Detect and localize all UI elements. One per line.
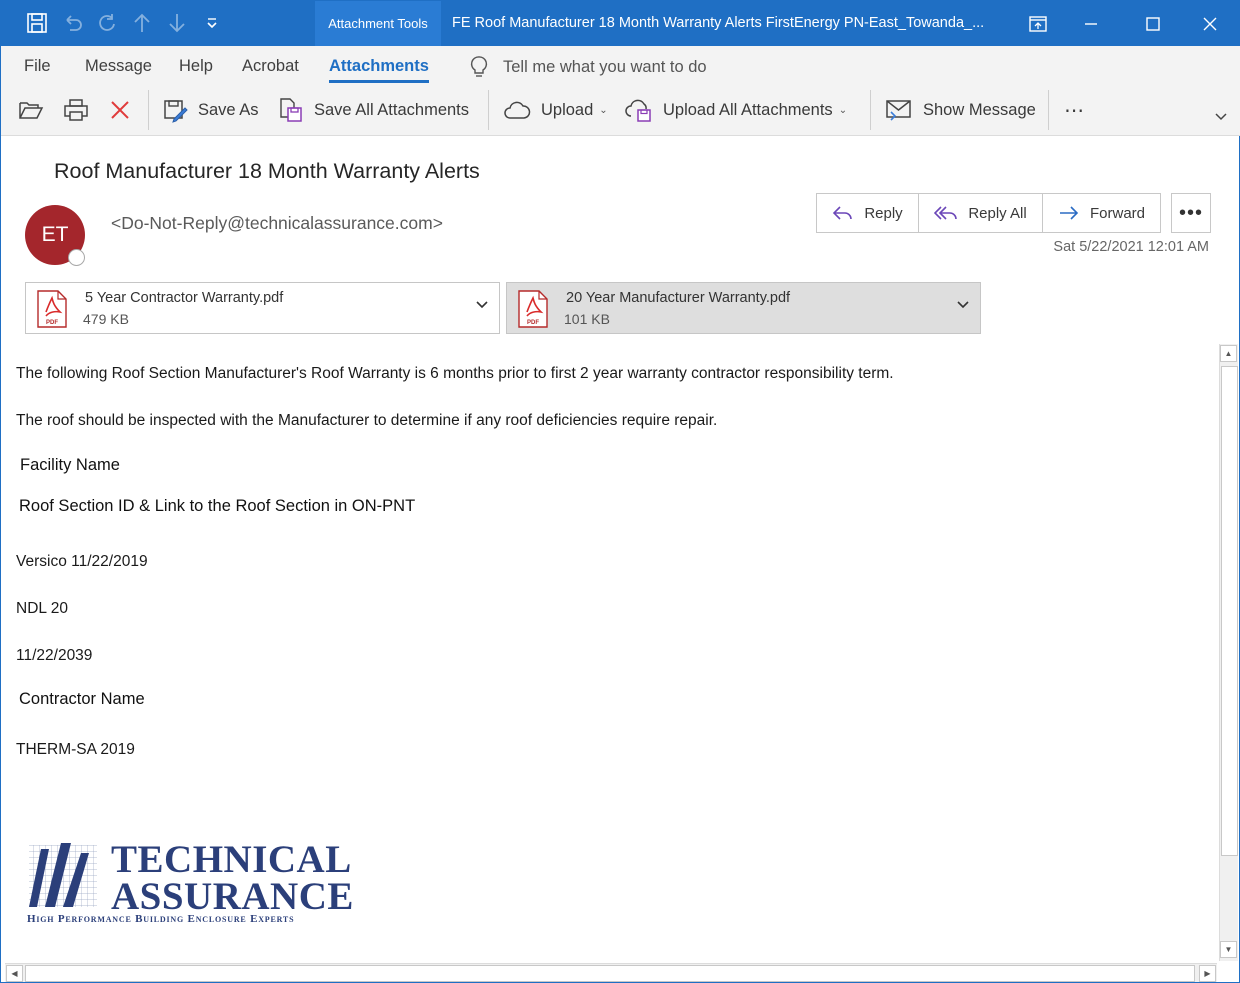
chevron-down-icon xyxy=(1214,112,1228,122)
show-message-button[interactable] xyxy=(885,95,1036,125)
manufacturer-date: Versico 11/22/2019 xyxy=(16,553,148,570)
maximize-icon[interactable] xyxy=(1130,1,1176,46)
reply-icon xyxy=(832,204,854,222)
forward-label: Forward xyxy=(1089,204,1145,222)
response-actions xyxy=(816,193,1161,233)
chevron-down-icon[interactable] xyxy=(475,300,489,310)
chevron-down-icon[interactable] xyxy=(956,300,970,310)
pdf-icon xyxy=(517,290,549,328)
ellipsis-icon: ••• xyxy=(1178,201,1203,224)
arrow-down-icon[interactable] xyxy=(163,9,191,37)
scroll-right-icon[interactable]: ▶ xyxy=(1199,965,1216,982)
reply-label: Reply xyxy=(864,204,903,222)
envelope-icon xyxy=(885,98,913,122)
reply-all-label: Reply All xyxy=(968,204,1027,222)
collapse-ribbon-button[interactable] xyxy=(1214,108,1228,126)
vertical-scroll-thumb[interactable] xyxy=(1221,366,1238,856)
forward-icon xyxy=(1058,204,1080,222)
save-as-label: Save As xyxy=(198,100,259,119)
tab-acrobat[interactable]: Acrobat xyxy=(242,57,299,75)
close-icon[interactable] xyxy=(1187,1,1233,46)
tab-attachments[interactable]: Attachments xyxy=(329,55,429,79)
tab-message[interactable]: Message xyxy=(85,57,152,75)
upload-label: Upload xyxy=(541,100,594,119)
roof-section-label: Roof Section ID & Link to the Roof Section in ON-PNT xyxy=(19,497,416,515)
forward-button[interactable] xyxy=(1043,194,1160,232)
ribbon-separator xyxy=(488,90,489,130)
upload-all-attachments-button[interactable] xyxy=(625,95,847,125)
attachment-card[interactable] xyxy=(506,282,981,334)
logo-tagline: High Performance Building Enclosure Experts xyxy=(27,913,295,925)
contractor-name-label: Contractor Name xyxy=(19,690,145,708)
svg-text:PDF: PDF xyxy=(527,320,539,326)
warranty-type: NDL 20 xyxy=(16,600,68,617)
horizontal-scroll-thumb[interactable] xyxy=(25,965,1195,982)
redo-icon[interactable] xyxy=(93,9,121,37)
body-paragraph: The following Roof Section Manufacturer's Roof Warranty is 6 months prior to first 2 year warranty contractor responsibility term. xyxy=(16,365,894,382)
horizontal-scrollbar[interactable] xyxy=(5,963,1217,982)
save-as-icon xyxy=(162,97,188,123)
message-subject: Roof Manufacturer 18 Month Warranty Alerts xyxy=(54,159,480,183)
delete-x-icon xyxy=(109,99,131,121)
attachment-size: 479 KB xyxy=(83,311,129,327)
tell-me-search[interactable] xyxy=(469,55,707,79)
lightbulb-icon xyxy=(469,55,489,79)
reply-all-button[interactable] xyxy=(919,194,1043,232)
save-all-attachments-button[interactable] xyxy=(278,95,469,125)
scroll-down-icon[interactable]: ▼ xyxy=(1220,941,1237,958)
more-commands-button[interactable] xyxy=(1064,95,1086,125)
open-folder-icon xyxy=(18,99,44,121)
logo-wordmark-line1: TECHNICAL xyxy=(111,838,352,881)
contractor-value: THERM-SA 2019 xyxy=(16,741,135,758)
cloud-upload-all-icon xyxy=(625,98,653,122)
scroll-up-icon[interactable]: ▲ xyxy=(1220,345,1237,362)
more-actions-button[interactable] xyxy=(1171,193,1211,233)
chevron-down-icon: ⌄ xyxy=(838,104,848,116)
scroll-left-icon[interactable]: ◀ xyxy=(6,965,23,982)
attachment-tools-context-tab: Attachment Tools xyxy=(315,1,441,46)
reply-all-icon xyxy=(934,204,958,222)
attachment-name: 20 Year Manufacturer Warranty.pdf xyxy=(566,290,791,306)
technical-assurance-logo xyxy=(27,839,357,931)
remove-attachment-button[interactable] xyxy=(109,95,131,125)
attachment-name: 5 Year Contractor Warranty.pdf xyxy=(85,290,284,306)
logo-wordmark-line2: ASSURANCE xyxy=(111,875,354,918)
facility-name-label: Facility Name xyxy=(20,456,120,474)
ribbon-separator xyxy=(148,90,149,130)
pdf-icon xyxy=(36,290,68,328)
cloud-icon xyxy=(503,100,531,120)
expiry-date: 11/22/2039 xyxy=(16,647,93,664)
sender-address[interactable]: <Do-Not-Reply@technicalassurance.com> xyxy=(111,213,443,233)
vertical-scrollbar[interactable] xyxy=(1219,344,1238,961)
attachment-card[interactable] xyxy=(25,282,500,334)
upload-button[interactable] xyxy=(503,95,608,125)
upload-all-label: Upload All Attachments xyxy=(663,100,833,119)
ribbon-display-options-icon[interactable] xyxy=(1015,1,1061,46)
body-paragraph: The roof should be inspected with the Manufacturer to determine if any roof deficiencies require repair. xyxy=(16,412,718,429)
show-message-label: Show Message xyxy=(923,100,1036,119)
ribbon-separator xyxy=(1048,90,1049,130)
tab-help[interactable]: Help xyxy=(179,57,213,75)
undo-icon[interactable] xyxy=(59,9,87,37)
open-button[interactable] xyxy=(18,95,44,125)
message-timestamp: Sat 5/22/2021 12:01 AM xyxy=(1053,239,1209,255)
logo-building-icon xyxy=(27,839,99,911)
attachment-size: 101 KB xyxy=(564,311,610,327)
ribbon-separator xyxy=(870,90,871,130)
reply-button[interactable] xyxy=(817,194,919,232)
customize-qat-icon[interactable] xyxy=(198,9,226,37)
chevron-down-icon: ⌄ xyxy=(599,104,608,116)
ribbon-toolbar xyxy=(1,86,1240,136)
arrow-up-icon[interactable] xyxy=(128,9,156,37)
ribbon-tabs xyxy=(1,46,1240,86)
print-button[interactable] xyxy=(63,95,89,125)
ellipsis-icon: ⋯ xyxy=(1064,99,1086,122)
svg-text:PDF: PDF xyxy=(46,320,58,326)
save-icon[interactable] xyxy=(23,9,51,37)
printer-icon xyxy=(63,98,89,122)
tell-me-placeholder: Tell me what you want to do xyxy=(503,57,707,76)
presence-status-icon xyxy=(68,249,85,266)
tab-file[interactable]: File xyxy=(24,57,51,75)
window-title: FE Roof Manufacturer 18 Month Warranty Alerts FirstEnergy PN-East_Towanda_... xyxy=(452,15,985,31)
title-bar xyxy=(1,1,1240,46)
avatar-initials: ET xyxy=(41,223,69,246)
save-as-button[interactable] xyxy=(162,95,259,125)
save-all-label: Save All Attachments xyxy=(314,100,470,119)
minimize-icon[interactable] xyxy=(1068,1,1114,46)
save-all-icon xyxy=(278,97,304,123)
